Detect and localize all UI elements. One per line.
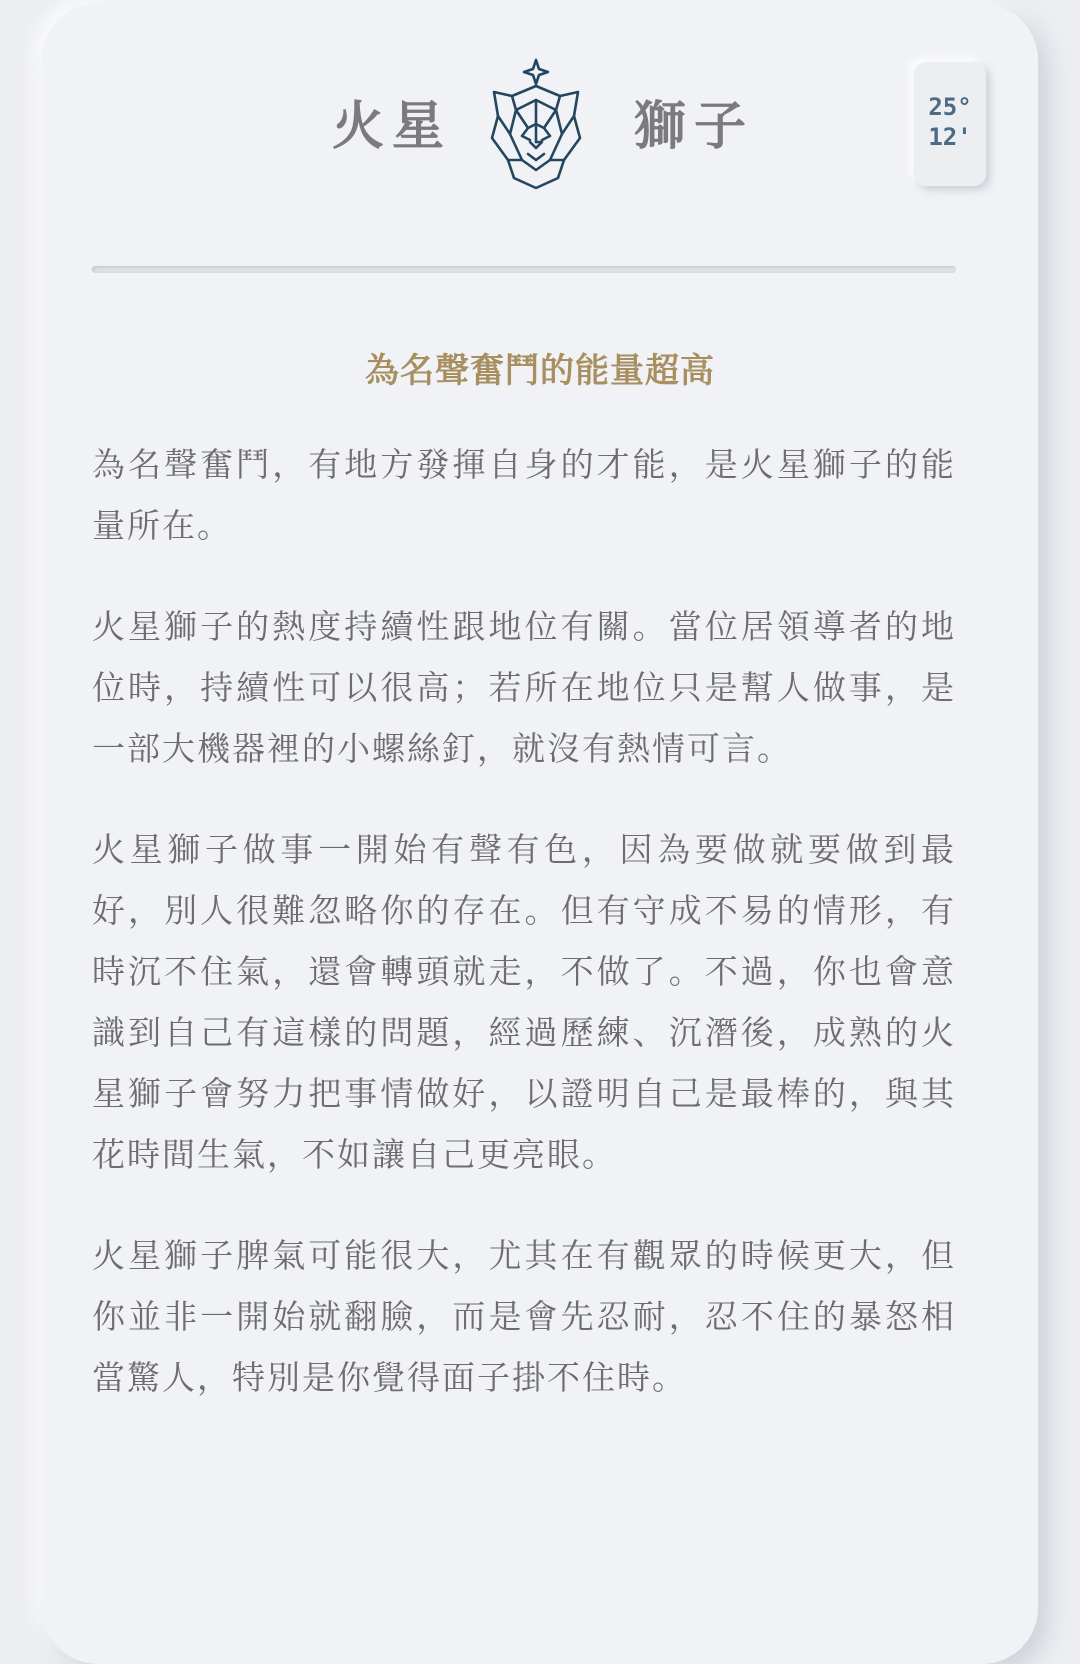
content-card [42,4,1038,1664]
paragraph: 火星獅子的熱度持續性跟地位有關。當位居領導者的地位時，持續性可以很高；若所在地位只是幫人做事，是一部大機器裡的小螺絲釘，就沒有熱情可言。 [92,607,956,768]
header-divider [92,266,956,273]
lion-icon [488,56,584,194]
degree-badge [914,62,986,186]
degree-value: 25° [928,93,972,121]
sign-label: 獅子 [634,97,755,157]
paragraph: 為名聲奮鬥，有地方發揮自身的才能，是火星獅子的能量所在。 [92,445,956,545]
planet-label: 火星 [332,97,453,157]
minute-value: 12' [928,123,972,151]
section-subtitle: 為名聲奮鬥的能量超高 [365,351,715,391]
card-header [42,4,1038,234]
paragraph: 火星獅子脾氣可能很大，尤其在有觀眾的時候更大，但你並非一開始就翻臉，而是會先忍耐，忍不住的暴怒相當驚人，特別是你覺得面子掛不住時。 [92,1236,956,1397]
paragraph: 火星獅子做事一開始有聲有色，因為要做就要做到最好，別人很難忽略你的存在。但有守成不易的情形，有時沉不住氣，還會轉頭就走，不做了。不過，你也會意識到自己有這樣的問題，經過歷練、沉潛後，成熟的火星獅子會努力把事情做好，以證明自己是最棒的，與其花時間生氣，不如讓自己更亮眼。 [92,830,956,1174]
description-body [92,434,956,1448]
